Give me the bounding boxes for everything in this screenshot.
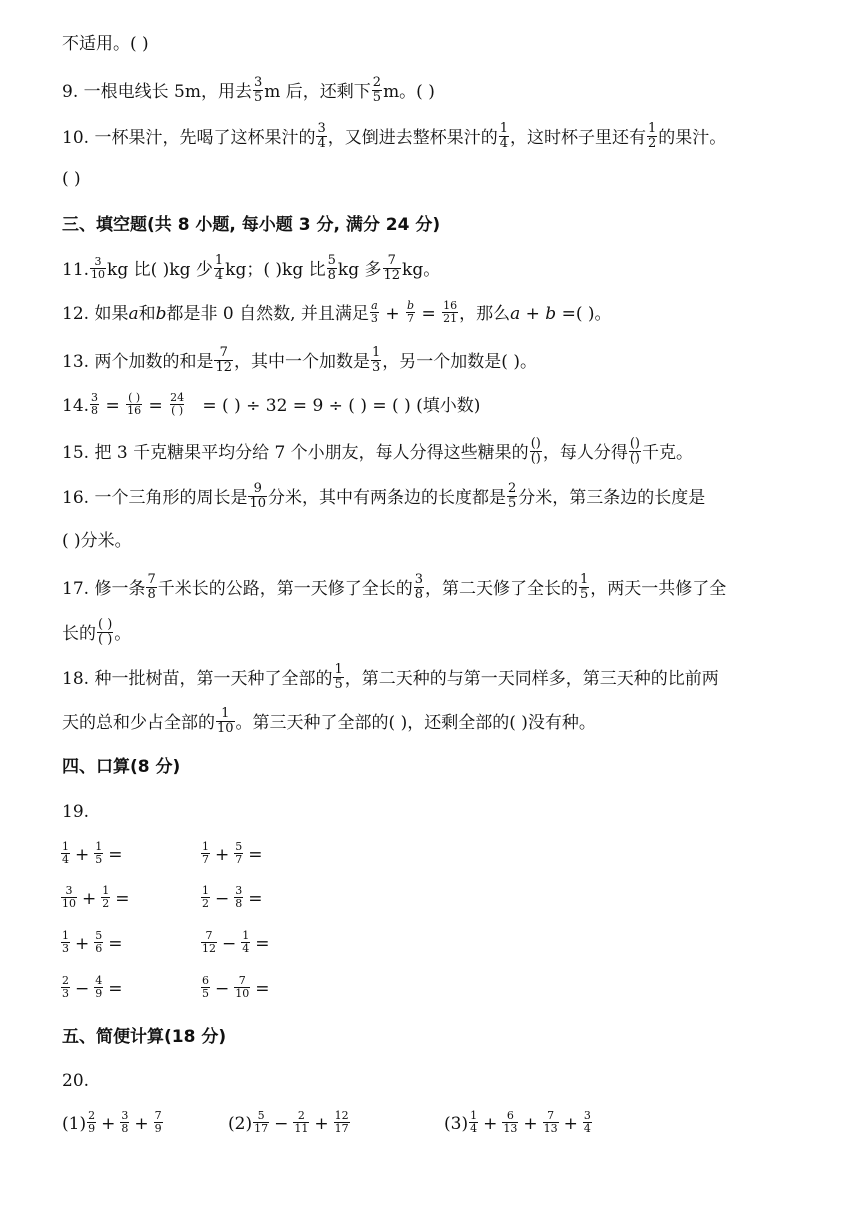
- fraction: $\frac{5}{6}$: [95, 929, 103, 955]
- question-19-number: 19.: [62, 802, 90, 822]
- fraction: $\frac{2}{9}$: [88, 1109, 96, 1135]
- question-18: [62, 662, 719, 694]
- question-9: [62, 75, 435, 107]
- equals-sign: =: [255, 979, 270, 999]
- expr-a-plus-b: a + b: [510, 304, 557, 324]
- q13-text-a: 13. 两个加数的和是: [62, 352, 214, 372]
- operator: +: [563, 1114, 578, 1134]
- operator: +: [314, 1114, 329, 1134]
- q10-text-d: 的果汁。: [658, 128, 727, 148]
- q15-text-a: 15. 把 3 千克糖果平均分给 7 个小朋友，每人分得这些糖果的: [62, 443, 529, 463]
- oral-item: [60, 884, 134, 912]
- q10-text-b: ，又倒进去整杯果汁的: [327, 128, 498, 148]
- fraction: $\frac{3}{4}$: [583, 1109, 591, 1135]
- fraction: $\frac{1}{4}$: [214, 253, 224, 283]
- q17-text-b: 千米长的公路，第一天修了全长的: [157, 579, 413, 599]
- fraction: $\frac{3}{8}$: [91, 391, 99, 417]
- operator: −: [222, 934, 237, 954]
- q14-num: 14.: [62, 396, 90, 416]
- q17-text-d: ，两天一共修了全: [590, 579, 727, 599]
- q17-text-e: 长的: [62, 624, 96, 644]
- q12-text-d: ，那么: [459, 304, 511, 324]
- equals-sign: =: [105, 396, 120, 416]
- operator: −: [75, 979, 90, 999]
- operator: −: [215, 889, 230, 909]
- fraction: $\frac{3}{4}$: [317, 121, 326, 151]
- fraction: $\frac{7}{13}$: [543, 1109, 558, 1135]
- fraction: $\frac{7}{12}$: [383, 253, 401, 283]
- oral-item: [60, 929, 127, 957]
- q9-text-a: 9. 一根电线长 5m，用去: [62, 82, 252, 102]
- fraction: $\frac{2}{11}$: [294, 1109, 309, 1135]
- fraction: $\frac{2}{3}$: [62, 974, 69, 1000]
- q11-text-d: kg 多: [337, 260, 382, 280]
- q15-text-c: 千克。: [642, 443, 693, 463]
- q12-text-b: 和: [138, 304, 156, 324]
- var-b: b: [155, 304, 167, 324]
- equals-sign: =: [108, 979, 123, 999]
- fraction: $\frac{1}{3}$: [62, 929, 69, 955]
- operator: −: [215, 979, 230, 999]
- q11-num: 11.: [62, 260, 90, 280]
- q9-text-c: m。( ): [383, 82, 435, 102]
- section-3-heading: 三、填空题(共 8 小题, 每小题 3 分, 满分 24 分): [62, 215, 441, 235]
- fraction: 24 ( ): [170, 391, 185, 417]
- question-18-cont: [62, 706, 596, 738]
- fraction: $\frac{1}{3}$: [372, 345, 381, 375]
- q11-text-c: kg；( )kg 比: [225, 260, 326, 280]
- fraction: $\frac{3}{5}$: [253, 75, 263, 105]
- q17-text-c: ，第二天修了全长的: [425, 579, 579, 599]
- q10-text-c: ，这时杯子里还有: [510, 128, 647, 148]
- fraction: $\frac{5}{7}$: [235, 840, 243, 866]
- question-15: [62, 436, 693, 468]
- q12-text-c: 都是非 0 自然数, 并且满足: [166, 304, 369, 324]
- fraction: $\frac{b}{7}$: [406, 299, 415, 325]
- equals-sign: =: [115, 889, 130, 909]
- operator: −: [274, 1114, 289, 1134]
- question-16-answer: ( )分米。: [62, 531, 132, 551]
- fraction: $\frac{5}{17}$: [254, 1109, 269, 1135]
- calc-label: (1): [62, 1114, 87, 1134]
- fraction: $\frac{1}{2}$: [648, 121, 657, 151]
- q18-text-c: 天的总和少占全部的: [62, 713, 215, 733]
- fraction: $\frac{9}{10}$: [249, 481, 266, 511]
- equals-sign: =: [248, 889, 263, 909]
- fraction: $\frac{7}{9}$: [154, 1109, 162, 1135]
- question-10: [62, 121, 727, 153]
- fraction: $\frac{1}{7}$: [202, 840, 209, 866]
- fraction: $\frac{6}{5}$: [202, 974, 209, 1000]
- equals-sign: =: [148, 396, 163, 416]
- operator: +: [82, 889, 97, 909]
- fraction: $\frac{3}{10}$: [62, 884, 76, 910]
- fraction: ( ) 16: [127, 391, 142, 417]
- fraction: $\frac{6}{13}$: [503, 1109, 518, 1135]
- calc-label: (2): [228, 1114, 253, 1134]
- fraction: $\frac{3}{10}$: [91, 255, 106, 281]
- oral-item: [60, 840, 127, 868]
- q9-text-b: m 后，还剩下: [264, 82, 371, 102]
- operator: +: [101, 1114, 116, 1134]
- plus-sign: +: [385, 304, 400, 324]
- fraction-blank: ( ) ( ): [98, 617, 113, 647]
- calc-item: [228, 1109, 351, 1137]
- fraction: $\frac{5}{8}$: [327, 253, 336, 283]
- fraction: $\frac{3}{8}$: [235, 884, 243, 910]
- q14-text-d: = ( ) ÷ 32 = 9 ÷ ( ) = ( ) (填小数): [202, 396, 481, 416]
- equals-sign: =: [108, 845, 123, 865]
- section-4-heading: 四、口算(8 分): [62, 757, 181, 777]
- fraction: $\frac{1}{2}$: [202, 884, 209, 910]
- equals-sign: =: [255, 934, 270, 954]
- fraction: $\frac{7}{12}$: [202, 929, 216, 955]
- q18-text-b: ，第二天种的与第一天同样多，第三天种的比前两: [344, 669, 719, 689]
- var-a: a: [128, 304, 139, 324]
- section-5-heading: 五、简便计算(18 分): [62, 1027, 227, 1047]
- question-14: [62, 391, 481, 419]
- operator: +: [523, 1114, 538, 1134]
- fraction: $\frac{1}{5}$: [580, 572, 589, 602]
- q8-tail: 不适用。( ): [62, 34, 149, 54]
- q17-text-a: 17. 修一条: [62, 579, 146, 599]
- calc-item: [62, 1109, 164, 1137]
- q18-text-d: 。第三天种了全部的( )，还剩全部的( )没有种。: [235, 713, 596, 733]
- oral-item: [200, 884, 267, 912]
- fraction: $\frac{1}{4}$: [470, 1109, 478, 1135]
- fraction-blank: () (): [629, 436, 640, 466]
- question-12: [62, 299, 612, 327]
- question-13: [62, 345, 537, 377]
- equals-sign: =: [248, 845, 263, 865]
- equals-sign: =: [108, 934, 123, 954]
- fraction: $\frac{7}{8}$: [147, 572, 156, 602]
- q12-text-a: 12. 如果: [62, 304, 129, 324]
- fraction: $\frac{a}{3}$: [370, 299, 378, 325]
- fraction: $\frac{3}{8}$: [121, 1109, 129, 1135]
- fraction: $\frac{4}{9}$: [95, 974, 103, 1000]
- fraction: $\frac{2}{5}$: [508, 481, 517, 511]
- q12-text-e: =( )。: [561, 304, 612, 324]
- q16-text-c: 分米，第三条边的长度是: [518, 488, 706, 508]
- fraction: $\frac{7}{10}$: [235, 974, 250, 1000]
- fraction: $\frac{16}{21}$: [443, 299, 458, 325]
- q11-text-e: kg。: [402, 260, 441, 280]
- fraction: $\frac{1}{2}$: [102, 884, 110, 910]
- operator: +: [483, 1114, 498, 1134]
- question-17-cont: [62, 617, 132, 649]
- operator: +: [75, 934, 90, 954]
- q10-text-a: 10. 一杯果汁，先喝了这杯果汁的: [62, 128, 316, 148]
- operator: +: [75, 845, 90, 865]
- q16-text-b: 分米，其中有两条边的长度都是: [268, 488, 506, 508]
- q16-text-a: 16. 一个三角形的周长是: [62, 488, 248, 508]
- calc-label: (3): [444, 1114, 469, 1134]
- operator: +: [215, 845, 230, 865]
- q11-text-b: kg 比( )kg 少: [107, 260, 213, 280]
- q17-text-f: 。: [114, 624, 132, 644]
- fraction: $\frac{1}{5}$: [95, 840, 103, 866]
- q13-text-c: ，另一个加数是( )。: [382, 352, 537, 372]
- fraction: $\frac{12}{17}$: [334, 1109, 349, 1135]
- fraction: $\frac{1}{10}$: [217, 706, 234, 736]
- q15-text-b: ，每人分得: [542, 443, 628, 463]
- operator: +: [134, 1114, 149, 1134]
- question-16: [62, 481, 706, 513]
- fraction-blank: () (): [530, 436, 541, 466]
- q13-text-b: ，其中一个加数是: [234, 352, 370, 372]
- fraction: $\frac{3}{8}$: [414, 572, 424, 602]
- equals-sign: =: [421, 304, 436, 324]
- question-17: [62, 572, 727, 604]
- fraction: $\frac{1}{4}$: [62, 840, 69, 866]
- fraction: $\frac{2}{5}$: [372, 75, 382, 105]
- question-10-answer: ( ): [62, 169, 81, 189]
- fraction: $\frac{1}{5}$: [334, 662, 343, 692]
- fraction: $\frac{7}{12}$: [215, 345, 232, 375]
- question-11: [62, 253, 441, 285]
- q18-text-a: 18. 种一批树苗，第一天种了全部的: [62, 669, 333, 689]
- fraction: $\frac{1}{4}$: [499, 121, 509, 151]
- question-20-number: 20.: [62, 1071, 90, 1091]
- oral-item: [200, 974, 274, 1002]
- oral-item: [200, 929, 274, 957]
- oral-item: [60, 974, 127, 1002]
- calc-item: [444, 1109, 593, 1137]
- oral-item: [200, 840, 267, 868]
- fraction: $\frac{1}{4}$: [242, 929, 250, 955]
